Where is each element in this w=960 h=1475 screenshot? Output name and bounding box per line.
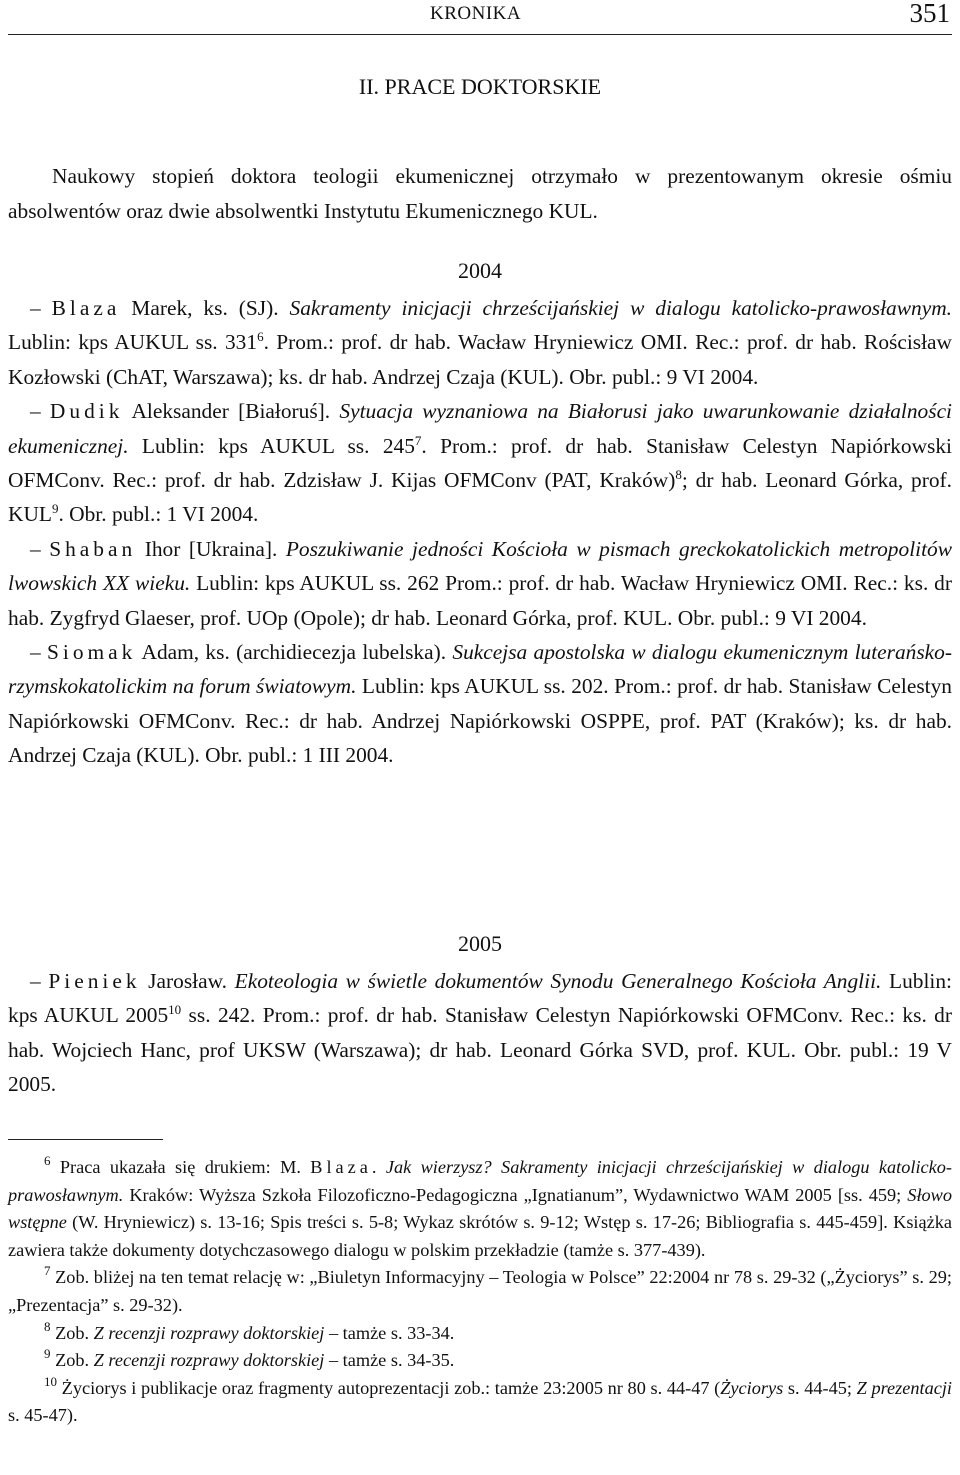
- author-name: Adam, ks. (archidiecezja lubelska).: [136, 640, 453, 665]
- entry-details: . Prom.: prof. dr hab. Stanisław Celestyn Napiórkowski OFMConv. Rec.: prof. dr hab. Zdzisław J. Kijas OFMConv (PAT, Kraków): [8, 433, 952, 493]
- footnote-number: 7: [44, 1263, 51, 1279]
- footnote-title: Życiorys: [720, 1377, 784, 1398]
- footnote-text: s. 45-47).: [8, 1405, 78, 1426]
- intro-paragraph: Naukowy stopień doktora teologii ekumenicznej otrzymało w prezentowanym okresie ośmiu absolwentów oraz dwie absolwentki Instytutu Ekumenicznego KUL.: [8, 164, 952, 223]
- entry-dash: –: [30, 296, 52, 320]
- footnote-title: Jak wierzysz? Sakramenty inicjacji chrześcijańskiej w dialogu katolicko-prawosławnym.: [8, 1157, 953, 1205]
- footnote-rule: [8, 1139, 163, 1140]
- footnote-text: – tamże s. 33-34.: [324, 1322, 455, 1343]
- author-surname: Pieniek: [48, 969, 141, 993]
- footnote-ref: 8: [675, 467, 682, 483]
- footnote-6: [8, 1154, 952, 1264]
- entries-2005: [8, 964, 952, 1102]
- entry-details: . Prom.: prof. dr hab. Wacław Hryniewicz OMI. Rec.: prof. dr hab. Rościsław Kozłowski (ChAT, Warszawa); ks. dr hab. Andrzej Czaja (KUL). Obr. publ.: 9 VI 2004.: [8, 330, 952, 389]
- footnote-author: Blaza: [310, 1157, 372, 1177]
- footnote-text: Życiorys i publikacje oraz fragmenty autoprezentacji zob.: tamże 23:2005 nr 80 s. 44-47 (: [57, 1377, 721, 1398]
- author-name: Aleksander [Białoruś].: [123, 399, 340, 424]
- footnote-text: (W. Hryniewicz) s. 13-16; Spis treści s. 5-8; Wykaz skrótów s. 9-12; Wstęp s. 17-26; Bibliografia s. 445-459]. Książka zawiera także dokumenty dotychczasowego dialogu w polskim przekładzie (tamże s. 377-439).: [8, 1212, 952, 1260]
- footnote-9: [8, 1347, 952, 1375]
- entry-dash: –: [30, 969, 49, 993]
- dissertation-title: Sytuacja wyznaniowa na Białorusi jako uwarunkowanie działalności ekumenicznej.: [8, 399, 952, 458]
- running-head: KRONIKA: [430, 3, 522, 24]
- footnote-text: Praca ukazała się drukiem: M.: [50, 1157, 311, 1177]
- entry-siomak: [8, 635, 952, 773]
- entry-details: Lublin: kps AUKUL ss. 262 Prom.: prof. dr hab. Wacław Hryniewicz OMI. Rec.: ks. dr hab. Zygfryd Glaeser, prof. UOp (Opole); dr hab. Leonard Górka, prof. KUL. Obr. publ.: 9 VI 2004.: [8, 571, 952, 630]
- footnote-number: 9: [44, 1346, 51, 1362]
- footnote-10: [8, 1375, 952, 1430]
- footnote-text: Zob.: [50, 1350, 94, 1371]
- entry-dash: –: [30, 640, 47, 665]
- footnote-text: Kraków: Wyższa Szkoła Filozoficzno-Pedagogiczna „Ignatianum”, Wydawnictwo WAM 2005 [ss. 459;: [123, 1184, 908, 1205]
- entry-details: ; dr hab. Leonard Górka, prof. KUL: [8, 468, 952, 527]
- author-name: Jarosław.: [140, 969, 235, 993]
- footnote-title: Z recenzji rozprawy doktorskiej: [93, 1322, 325, 1343]
- footnote-title: Słowo wstępne: [8, 1184, 952, 1233]
- footnote-text: .: [371, 1157, 386, 1177]
- dissertation-title: Ekoteologia w świetle dokumentów Synodu Generalnego Kościoła Anglii.: [234, 969, 882, 993]
- dissertation-title: Poszukiwanie jedności Kościoła w pismach greckokatolickich metropolitów lwowskich XX wieku.: [8, 536, 952, 596]
- footnote-ref: 10: [168, 1002, 182, 1018]
- author-surname: Blaza: [51, 296, 121, 320]
- entry-details: ss. 242. Prom.: prof. dr hab. Stanisław Celestyn Napiórkowski OFMConv. Rec.: ks. dr hab. Wojciech Hanc, prof UKSW (Warszawa); dr hab. Leonard Górka SVD, prof. KUL. Obr. publ.: 19 V 2005.: [8, 1003, 953, 1097]
- page-number: 351: [909, 0, 950, 28]
- footnote-8: [8, 1320, 952, 1348]
- author-surname: Dudik: [49, 399, 124, 424]
- year-heading-2004: 2004: [458, 258, 502, 283]
- footnote-text: – tamże s. 34-35.: [324, 1350, 455, 1371]
- footnote-number: 6: [44, 1153, 51, 1168]
- footnotes: [8, 1154, 952, 1430]
- entry-blaza: [8, 291, 952, 394]
- dissertation-title: Sakramenty inicjacji chrześcijańskiej w dialogu katolicko-prawosławnym.: [289, 296, 953, 320]
- footnote-ref: 7: [414, 432, 422, 448]
- footnote-title: Z prezentacji: [856, 1377, 953, 1398]
- publication-info: Lublin: kps AUKUL 2005: [8, 969, 952, 1028]
- footnote-ref: 6: [257, 329, 264, 345]
- footnote-7: [8, 1264, 952, 1319]
- author-surname: Siomak: [47, 640, 137, 665]
- footnote-text: s. 44-45;: [783, 1377, 857, 1398]
- entry-dash: –: [30, 399, 50, 424]
- entry-details: Lublin: kps AUKUL ss. 202. Prom.: prof. dr hab. Stanisław Celestyn Napiórkowski OFMConv. Rec.: dr hab. Andrzej Napiórkowski OSPPE, prof. PAT (Kraków); ks. dr hab. Andrzej Czaja (KUL). Obr. publ.: 1 III 2004.: [8, 674, 952, 768]
- author-name: Ihor [Ukraina].: [136, 536, 286, 561]
- dissertation-title: Sukcejsa apostolska w dialogu ekumenicznym luterańsko-rzymskokatolickim na forum światowym.: [8, 640, 952, 699]
- footnote-ref: 9: [51, 501, 59, 517]
- entry-dudik: [8, 394, 952, 532]
- entry-details: . Obr. publ.: 1 VI 2004.: [58, 502, 259, 527]
- footnote-number: 10: [44, 1373, 57, 1389]
- header-rule: [8, 34, 952, 35]
- entry-dash: –: [30, 536, 50, 561]
- author-name: Marek, ks. (SJ).: [120, 296, 290, 320]
- footnote-title: Z recenzji rozprawy doktorskiej: [93, 1350, 325, 1371]
- page-header: [0, 0, 960, 36]
- footnote-text: Zob. bliżej na ten temat relację w: „Biuletyn Informacyjny – Teologia w Polsce” 22:2004 nr 78 s. 29-32 („Życiorys” s. 29; „Prezentacja” s. 29-32).: [8, 1267, 952, 1315]
- entry-pieniek: [8, 964, 952, 1102]
- section-title: II. PRACE DOKTORSKIE: [358, 74, 602, 99]
- publication-info: Lublin: kps AUKUL ss. 331: [8, 330, 258, 355]
- footnote-text: Zob.: [50, 1322, 94, 1343]
- year-heading-2005: 2005: [458, 931, 502, 956]
- entry-shaban: [8, 532, 952, 635]
- footnote-number: 8: [44, 1318, 51, 1334]
- entries-2004: [8, 291, 952, 773]
- author-surname: Shaban: [49, 536, 137, 561]
- publication-info: Lublin: kps AUKUL ss. 245: [128, 433, 415, 458]
